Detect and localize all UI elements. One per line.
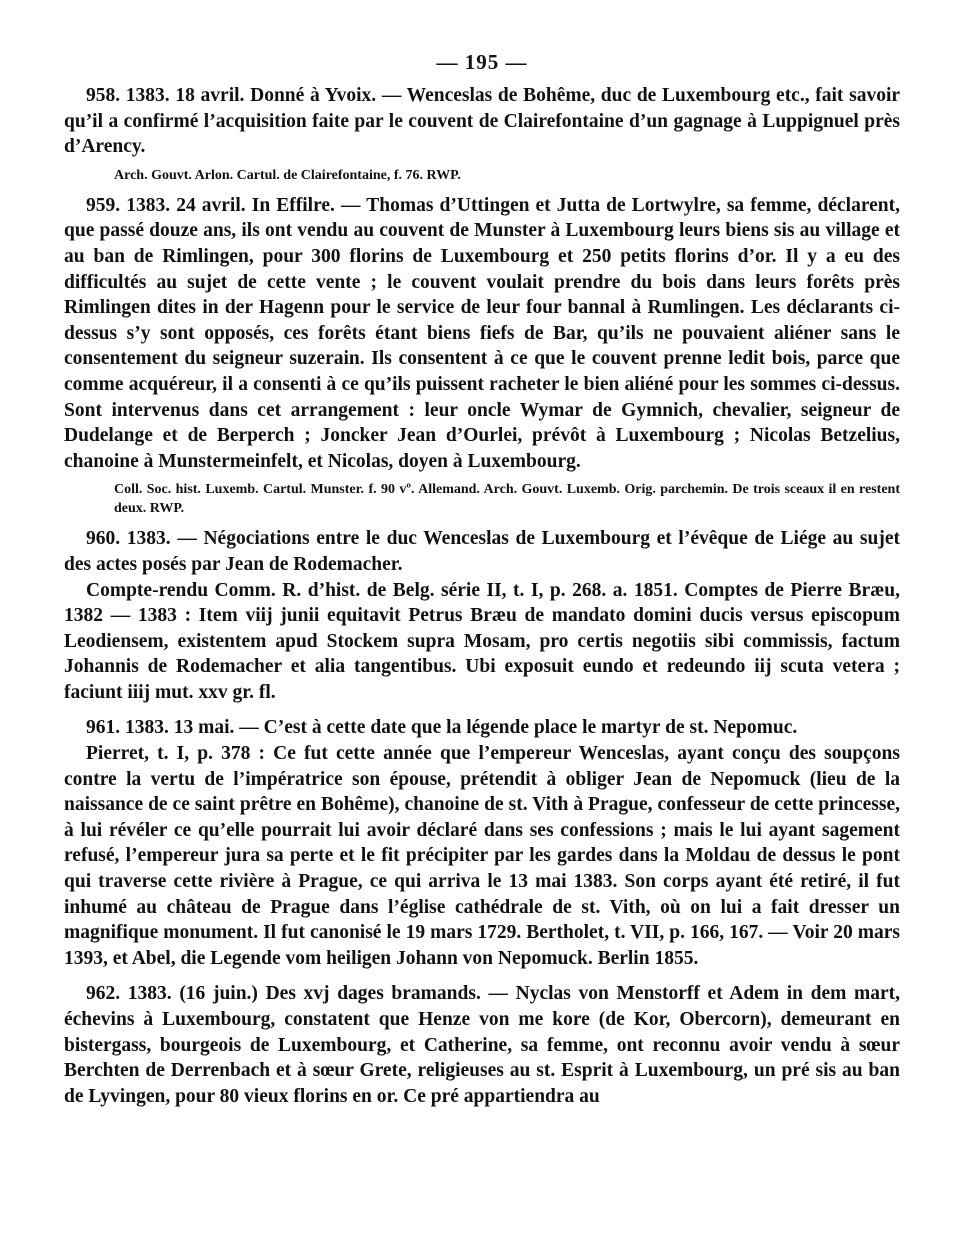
entry-962-place: Des xvj dages bramands.: [265, 983, 481, 1005]
entry-958-body: — Wenceslas de Bohême, duc de Luxembourg etc., fait savoir qu’il a confirmé l’acquisition faite par le couvent de Clairefontaine d’un gagnage à Luppignuel près d’Arency.: [64, 85, 901, 158]
entry-961-text: [64, 715, 900, 741]
entry-961-body: — C’est à cette date que la légende place le martyr de st. Nepomuc.: [239, 717, 798, 739]
entry-961: [64, 715, 900, 971]
entry-959-source: Coll. Soc. hist. Luxemb. Cartul. Munster. f. 90 vº. Allemand. Arch. Gouvt. Luxemb. Orig. parchemin. De trois sceaux il en restent deux. RWP.: [114, 482, 900, 517]
entry-960-commentary: Compte-rendu Comm. R. d’hist. de Belg. série II, t. I, p. 268. a. 1851. Comptes de Pierre Bræu, 1382 — 1383 : Item viij junii equitavit Petrus Bræu de mandato domini ducis versus episcopum Leodiensem, existentem apud Stockem supra Mosam, pro certis negotiis sibi commissis, factum Johannis de Rodemacher et alia tangentibus. Ubi exposuit eundo et redeundo iij scuta vetera ; faciunt iiij mut. xxv gr. fl.: [64, 579, 900, 703]
entry-959: [64, 193, 900, 519]
document-page: [64, 50, 900, 1109]
entry-959-date: 24 avril.: [176, 194, 246, 216]
entry-961-date: 13 mai.: [173, 717, 235, 739]
entry-960-text: [64, 526, 900, 577]
entry-962-date: (16 juin.): [179, 983, 258, 1005]
entry-961-number: 961. 1383.: [86, 717, 169, 739]
page-number: — 195 —: [436, 50, 528, 74]
entry-962-body: — Nyclas von Menstorff et Adem in dem mart, échevins à Luxembourg, constatent que Henze von me kore (de Kor, Obercorn), demeurant en bistergass, bourgeois de Luxembourg, et Catherine, sa femme, ont reconnu avoir vendu à sœur Berchten de Derrenbach et à sœur Grete, religieuses au st. Esprit à Luxembourg, un pré sis au ban de Lyvingen, pour 80 vieux florins en or. Ce pré appartiendra au: [64, 983, 901, 1107]
entry-962-number: 962. 1383.: [86, 983, 172, 1005]
entry-960-number: 960. 1383.: [86, 528, 171, 550]
entry-958-date: 18 avril.: [175, 85, 245, 106]
entry-959-text: [64, 193, 900, 475]
entry-958-place: Donné à Yvoix.: [250, 85, 377, 106]
entry-959-place: In Effilre.: [251, 194, 335, 216]
entry-962: [64, 981, 900, 1109]
entry-958-number: 958. 1383.: [86, 85, 170, 106]
entry-958: [64, 83, 900, 185]
entry-958-source: Arch. Gouvt. Arlon. Cartul. de Clairefontaine, f. 76. RWP.: [114, 167, 461, 183]
entry-960: [64, 526, 900, 705]
entry-962-text: [64, 981, 900, 1109]
entry-958-text: [64, 83, 900, 160]
entry-959-body: — Thomas d’Uttingen et Jutta de Lortwylre, sa femme, déclarent, que passé douze ans, ils ont vendu au couvent de Munster à Luxembourg leurs biens sis au village et au ban de Rimlingen, pour 300 florins de Luxembourg et 250 petits florins d’or. Il y a eu des difficultés au sujet de cette vente ; le couvent voulait prendre du bois dans leurs forêts près Rimlingen dites in der Hagenn pour le service de leur four bannal à Rumlingen. Les déclarants ci-dessus s’y sont opposés, ces forêts étant biens fiefs de Bar, qu’ils ne pouvaient aliéner sans le consentement du seigneur suzerain. Ils consentent à ce que le couvent prenne ledit bois, parce que comme acquéreur, il a consenti à ce qu’ils puissent racheter le bien aliéné pour les sommes ci-dessus. Sont intervenus dans cet arrangement : leur oncle Wymar de Gymnich, chevalier, seigneur de Dudelange et de Berperch ; Joncker Jean d’Ourlei, prévôt à Luxembourg ; Nicolas Betzelius, chanoine à Munstermeinfelt, et Nicolas, doyen à Luxembourg.: [64, 194, 901, 472]
entry-960-body: — Négociations entre le duc Wenceslas de Luxembourg et l’évêque de Liége au sujet des actes posés par Jean de Rodemacher.: [64, 528, 901, 575]
entry-959-number: 959. 1383.: [86, 194, 171, 216]
entry-961-commentary: Pierret, t. I, p. 378 : Ce fut cette année que l’empereur Wenceslas, ayant conçu des soupçons contre la vertu de l’impératrice son épouse, prétendit à obliger Jean de Nepomuck (lieu de la naissance de ce saint prêtre en Bohême), chanoine de st. Vith à Prague, confesseur de cette princesse, à lui révéler ce qu’elle pourrait lui avoir déclaré dans ses confessions ; mais le lui ayant sagement refusé, l’empereur jura sa perte et le fit précipiter par les gardes dans la Moldau de dessus le pont qui traverse cette rivière à Prague, ce qui arriva le 13 mai 1383. Son corps ayant été retiré, il fut inhumé au château de Prague dans l’église cathédrale de st. Vith, où on lui a fait dresser un magnifique monument. Il fut canonisé le 19 mars 1729. Bertholet, t. VII, p. 166, 167. — Voir 20 mars 1393, et Abel, die Legende vom heiligen Johann von Nepomuck. Berlin 1855.: [64, 743, 900, 969]
